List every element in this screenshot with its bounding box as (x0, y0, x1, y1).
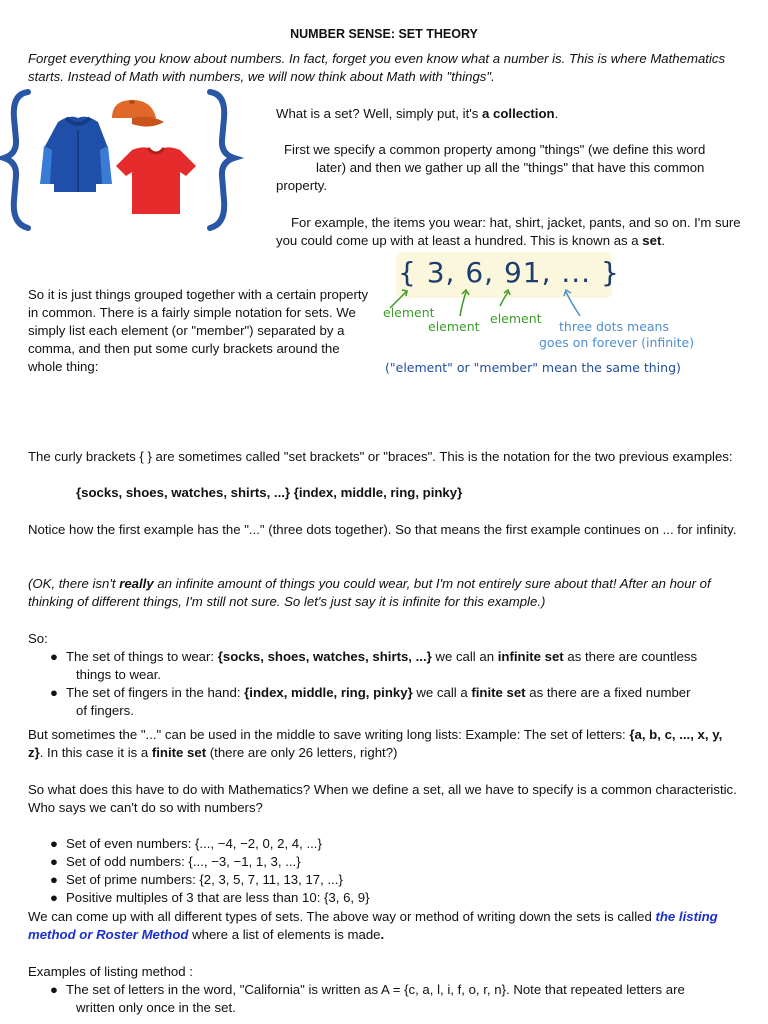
listing-method-term: the listing method or Roster Method (28, 909, 718, 942)
california-continuation: written only once in the set. (76, 1000, 236, 1015)
grouped-things-paragraph: So it is just things grouped together with a certain property in common. There is a fairly simple notation for sets. We simply list each element (or "member") separated by a comma, and then put some curly brackets around the whole thing: (28, 287, 369, 374)
so-item-text: we call a (412, 685, 472, 700)
bullet-icon: ● (50, 836, 58, 851)
jacket-icon (40, 117, 112, 192)
bullet-icon: ● (50, 872, 58, 887)
element-label-2: element (428, 319, 480, 334)
brackets-examples: {socks, shoes, watches, shirts, ...} {index, middle, ring, pinky} (76, 485, 463, 500)
element-label-3: element (490, 311, 542, 326)
list-item (28, 853, 740, 871)
california-text: The set of letters in the word, "California" is written as A = {c, a, l, i, f, o, r, n}. Note that repeated letters are (66, 982, 685, 997)
so-label: So: (28, 631, 48, 646)
right-brace-icon (210, 92, 234, 228)
number-set-text: Set of odd numbers: {..., −3, −1, 1, 3, ...} (66, 854, 301, 869)
middle-dots-paragraph (28, 726, 740, 762)
so-item-bold: infinite set (497, 649, 564, 664)
first-specify-line1: First we specify a common property among "things" (we define this word (284, 142, 706, 157)
bullet-icon: ● (50, 854, 58, 869)
list-item (28, 981, 740, 1017)
what-is-set-text: What is a set? Well, simply put, it's (276, 106, 483, 121)
list-item (28, 648, 740, 684)
list-item (28, 684, 740, 720)
example-wear-paragraph (276, 214, 746, 250)
what-is-set-paragraph (276, 105, 746, 123)
list-item (28, 889, 740, 907)
example-wear-text: For example, the items you wear: hat, shirt, jacket, pants, and so on. I'm sure you could come up with at least a hundred. This is known as a (276, 215, 741, 248)
first-specify-line3: property. (276, 178, 328, 193)
middle-text-mid: . In this case it is a (39, 745, 152, 760)
so-item-continuation: things to wear. (76, 667, 162, 682)
left-brace-icon (4, 92, 28, 228)
so-item-text: The set of things to wear: (66, 649, 218, 664)
page-title: NUMBER SENSE: SET THEORY (290, 27, 478, 41)
bullet-icon: ● (50, 982, 58, 997)
so-item-bold: {socks, shoes, watches, shirts, ...} (217, 649, 432, 664)
so-item-text: as there are a fixed number (525, 685, 691, 700)
listing-text-end: where a list of elements is made (188, 927, 381, 942)
notice-paragraph: Notice how the first example has the "..." (three dots together). So that means the first example continues on ... for infinity. (28, 522, 737, 537)
intro-paragraph: Forget everything you know about numbers. In fact, forget you even know what a number is. This is where Mathematics starts. Instead of Math with numbers, we will now think about Math with "things". (28, 51, 726, 84)
element-member-note: ("element" or "member" mean the same thing) (385, 360, 681, 375)
number-set-text: Set of prime numbers: {2, 3, 5, 7, 11, 13, 17, ...} (66, 872, 343, 887)
number-set-text: Positive multiples of 3 that are less than 10: {3, 6, 9} (66, 890, 370, 905)
three-dots-label-line1: three dots means (559, 319, 669, 334)
examples-label: Examples of listing method : (28, 964, 193, 979)
cap-icon (112, 100, 164, 127)
curly-brackets-paragraph: The curly brackets { } are sometimes called "set brackets" or "braces". This is the notation for the two previous examples: (28, 449, 733, 464)
set-notation-example: { 3, 6, 91, ... } (398, 256, 620, 289)
so-item-bold: finite set (471, 685, 526, 700)
first-specify-paragraph (276, 141, 746, 195)
listing-method-paragraph (28, 908, 740, 944)
so-item-text: as there are countless (563, 649, 698, 664)
listing-text-start: We can come up with all different types of sets. The above way or method of writing down the sets is called (28, 909, 656, 924)
middle-text-bold: {a, b, c, ..., x, y, z} (28, 727, 723, 760)
list-item (28, 871, 740, 889)
bullet-icon: ● (50, 649, 58, 664)
number-sets-list (28, 835, 740, 907)
first-specify-line2: later) and then we gather up all the "things" that have this common (316, 160, 705, 175)
so-list (28, 648, 740, 720)
what-is-set-end: . (554, 106, 559, 121)
ok-paragraph (28, 575, 740, 611)
example-wear-bold: set (642, 233, 662, 248)
bullet-icon: ● (50, 890, 58, 905)
tshirt-icon (116, 147, 196, 214)
listing-text-period: . (380, 927, 385, 942)
mathematics-paragraph: So what does this have to do with Mathematics? When we define a set, all we have to specify is a common characteristic. Who says we can't do so with numbers? (28, 782, 737, 815)
bullet-icon: ● (50, 685, 58, 700)
so-item-text: The set of fingers in the hand: (66, 685, 245, 700)
element-label-1: element (383, 305, 435, 320)
what-is-set-bold: a collection (482, 106, 555, 121)
middle-text-start: But sometimes the "..." can be used in the middle to save writing long lists: Example: The set of letters: (28, 727, 630, 742)
ok-text-bold: really (119, 576, 154, 591)
ok-text-start: (OK, there isn't (28, 576, 120, 591)
three-dots-label-line2: goes on forever (infinite) (539, 335, 695, 350)
example-wear-end: . (661, 233, 666, 248)
middle-text-bold: finite set (151, 745, 207, 760)
ok-text-end: an infinite amount of things you could wear, but I'm not entirely sure about that! After an hour of thinking of different things, I'm still not sure. So let's just say it is infinite for this example.) (28, 576, 711, 609)
so-item-continuation: of fingers. (76, 703, 134, 718)
clothing-set-illustration (0, 88, 245, 233)
number-set-text: Set of even numbers: {..., −4, −2, 0, 2, 4, ...} (66, 836, 322, 851)
examples-list (28, 981, 740, 1017)
middle-text-end: (there are only 26 letters, right?) (206, 745, 398, 760)
so-item-bold: {index, middle, ring, pinky} (244, 685, 413, 700)
so-item-text: we call an (431, 649, 498, 664)
list-item (28, 835, 740, 853)
